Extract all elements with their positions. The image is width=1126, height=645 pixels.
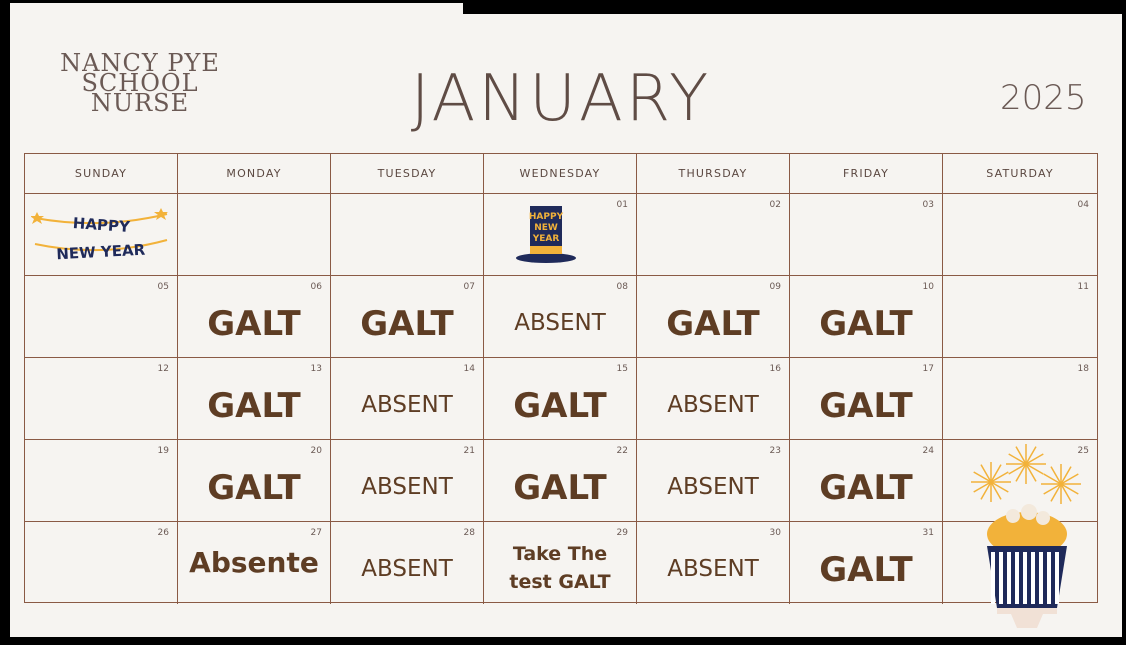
day-number: 05 — [157, 282, 169, 292]
day-cell[interactable] — [637, 522, 790, 604]
event-label: GALT — [513, 468, 607, 508]
day-cell[interactable] — [943, 276, 1097, 358]
day-cell[interactable] — [484, 522, 637, 604]
day-cell[interactable] — [943, 440, 1097, 522]
event-label: GALT — [207, 468, 301, 508]
day-cell[interactable] — [25, 276, 178, 358]
day-number: 30 — [769, 528, 781, 538]
event-label: Take The test GALT — [509, 543, 611, 593]
day-number: 17 — [922, 364, 934, 374]
day-cell[interactable] — [484, 276, 637, 358]
day-cell[interactable] — [25, 194, 178, 276]
day-cell[interactable] — [331, 276, 484, 358]
day-number: 22 — [616, 446, 628, 456]
event-label: GALT — [819, 550, 913, 590]
event-label: GALT — [207, 304, 301, 344]
day-header-friday: FRIDAY — [790, 154, 943, 194]
happy-new-year-banner — [31, 204, 171, 264]
day-number: 31 — [922, 528, 934, 538]
day-header-sunday: SUNDAY — [25, 154, 178, 194]
day-number: 08 — [616, 282, 628, 292]
day-number: 16 — [769, 364, 781, 374]
hat-line-1: HAPPY — [528, 212, 564, 222]
day-number: 26 — [157, 528, 169, 538]
day-cell[interactable] — [790, 358, 943, 440]
day-number: 12 — [157, 364, 169, 374]
day-cell[interactable] — [331, 358, 484, 440]
day-cell[interactable] — [178, 276, 331, 358]
day-cell[interactable] — [637, 276, 790, 358]
event-label: GALT — [207, 386, 301, 426]
day-cell[interactable] — [790, 276, 943, 358]
banner-line-2: NEW YEAR — [55, 240, 146, 264]
day-number: 23 — [769, 446, 781, 456]
day-number: 29 — [616, 528, 628, 538]
day-number: 19 — [157, 446, 169, 456]
day-number: 09 — [769, 282, 781, 292]
day-cell[interactable] — [484, 440, 637, 522]
day-cell[interactable] — [637, 440, 790, 522]
day-number: 24 — [922, 446, 934, 456]
day-number: 20 — [310, 446, 322, 456]
day-header-tuesday: TUESDAY — [331, 154, 484, 194]
day-cell[interactable] — [943, 358, 1097, 440]
day-cell[interactable] — [178, 440, 331, 522]
event-label: ABSENT — [667, 474, 759, 500]
day-number: 03 — [922, 200, 934, 210]
day-cell[interactable] — [637, 358, 790, 440]
logo-line-1: NANCY PYE — [60, 49, 220, 77]
logo — [50, 49, 230, 117]
day-cell[interactable] — [25, 440, 178, 522]
day-header-saturday: SATURDAY — [943, 154, 1097, 194]
event-label: GALT — [666, 304, 760, 344]
banner-line-1: HAPPY — [72, 214, 131, 236]
day-number: 15 — [616, 364, 628, 374]
day-number: 10 — [922, 282, 934, 292]
day-header-thursday: THURSDAY — [637, 154, 790, 194]
event-label: GALT — [819, 304, 913, 344]
event-label: ABSENT — [361, 474, 453, 500]
day-cell[interactable] — [331, 440, 484, 522]
day-cell[interactable] — [790, 522, 943, 604]
event-label: ABSENT — [361, 556, 453, 582]
event-label: GALT — [360, 304, 454, 344]
day-cell[interactable] — [790, 440, 943, 522]
day-cell[interactable] — [331, 522, 484, 604]
day-number: 25 — [1077, 446, 1089, 456]
event-label: Absente — [189, 546, 319, 579]
day-cell[interactable] — [178, 358, 331, 440]
day-cell[interactable] — [178, 194, 331, 276]
year-label: 2025 — [1000, 78, 1087, 118]
day-number: 18 — [1077, 364, 1089, 374]
top-shadow-strip — [463, 0, 1126, 14]
day-number: 01 — [616, 200, 628, 210]
day-number: 21 — [463, 446, 475, 456]
day-header-wednesday: WEDNESDAY — [484, 154, 637, 194]
logo-line-2: SCHOOL — [81, 69, 199, 97]
day-cell[interactable] — [484, 358, 637, 440]
event-label: GALT — [819, 386, 913, 426]
event-label: ABSENT — [667, 556, 759, 582]
party-hat-icon — [514, 202, 578, 266]
day-number: 07 — [463, 282, 475, 292]
event-label: GALT — [819, 468, 913, 508]
event-label: ABSENT — [667, 392, 759, 418]
day-cell[interactable] — [178, 522, 331, 604]
day-number: 02 — [769, 200, 781, 210]
day-number: 14 — [463, 364, 475, 374]
hat-line-3: YEAR — [532, 234, 560, 244]
hat-line-2: NEW — [534, 223, 558, 233]
day-number: 27 — [310, 528, 322, 538]
day-cell[interactable] — [790, 194, 943, 276]
day-number: 11 — [1077, 282, 1089, 292]
day-cell[interactable] — [25, 358, 178, 440]
day-cell[interactable] — [943, 194, 1097, 276]
day-header-monday: MONDAY — [178, 154, 331, 194]
month-title: JANUARY — [410, 62, 712, 136]
day-cell[interactable] — [25, 522, 178, 604]
event-label: ABSENT — [361, 392, 453, 418]
day-cell[interactable] — [943, 522, 1097, 604]
event-label: GALT — [513, 386, 607, 426]
day-number: 13 — [310, 364, 322, 374]
calendar-grid — [24, 153, 1098, 603]
day-number: 04 — [1077, 200, 1089, 210]
day-cell[interactable] — [637, 194, 790, 276]
day-cell[interactable] — [484, 194, 637, 276]
day-number: 28 — [463, 528, 475, 538]
day-number: 06 — [310, 282, 322, 292]
logo-line-3: NURSE — [90, 89, 190, 117]
event-label: ABSENT — [514, 310, 606, 336]
day-cell[interactable] — [331, 194, 484, 276]
